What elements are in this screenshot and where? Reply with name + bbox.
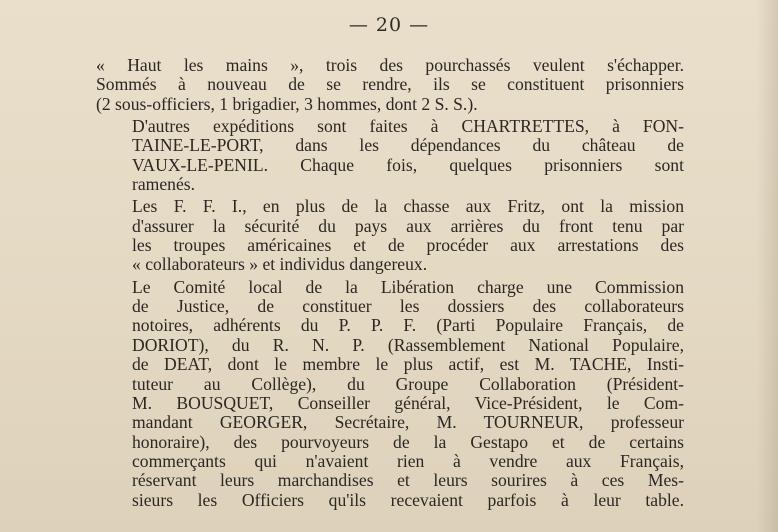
paragraph-3 (96, 197, 684, 274)
paragraph-4 (96, 278, 684, 510)
text-line: les troupes américaines et de procéder aux arrestations des (132, 236, 684, 256)
text-line: VAUX-LE-PENIL. Chaque fois, quelques prisonniers sont (132, 155, 684, 175)
text-line: honoraire), des pourvoyeurs de la Gestapo et de certains (132, 432, 684, 452)
text-line: de Justice, de constituer les dossiers des collaborateurs (132, 297, 684, 317)
paragraph-1 (96, 56, 684, 114)
text-line: DORIOT), du R. N. P. (Rassemblement National Populaire, (132, 335, 684, 355)
text-line: de DEAT, dont le membre le plus actif, est M. TACHE, Insti- (132, 355, 684, 375)
body-text (96, 56, 684, 513)
text-line: « collaborateurs » et individus dangereux. (132, 255, 428, 275)
text-line: sieurs les Officiers qu'ils recevaient parfois à leur table. (132, 490, 684, 510)
text-line: ramenés. (132, 175, 196, 195)
page-number: — 20 — (348, 14, 430, 36)
text-line: notoires, adhérents du P. P. F. (Parti Populaire Français, de (132, 316, 684, 336)
text-line: (2 sous-officiers, 1 brigadier, 3 hommes, dont 2 S. S.). (96, 94, 478, 114)
text-line: Les F. F. I., en plus de la chasse aux Fritz, ont la mission (132, 197, 684, 217)
text-line: TAINE-LE-PORT, dans les dépendances du château de (132, 136, 684, 156)
text-line: d'assurer la sécurité du pays aux arrières du front tenu par (132, 216, 684, 236)
text-line: tuteur au Collège), du Groupe Collaboration (Président- (132, 374, 684, 394)
text-line: réservant leurs marchandises et leurs sourires à ces Mes- (132, 471, 684, 491)
text-line: « Haut les mains », trois des pourchassés veulent s'échapper. (96, 56, 684, 75)
text-line: M. BOUSQUET, Conseiller général, Vice-Président, le Com- (132, 393, 684, 413)
text-line: mandant GEORGER, Secrétaire, M. TOURNEUR, professeur (132, 413, 684, 433)
page-edge-shadow (756, 0, 778, 532)
text-line: Sommés à nouveau de se rendre, ils se constituent prisonniers (96, 75, 684, 95)
text-line: D'autres expéditions sont faites à CHARTRETTES, à FON- (132, 117, 684, 137)
text-line: commerçants qui n'avaient rien à vendre aux Français, (132, 451, 684, 471)
paragraph-2 (96, 117, 684, 194)
text-line: Le Comité local de la Libération charge une Commission (132, 277, 684, 297)
